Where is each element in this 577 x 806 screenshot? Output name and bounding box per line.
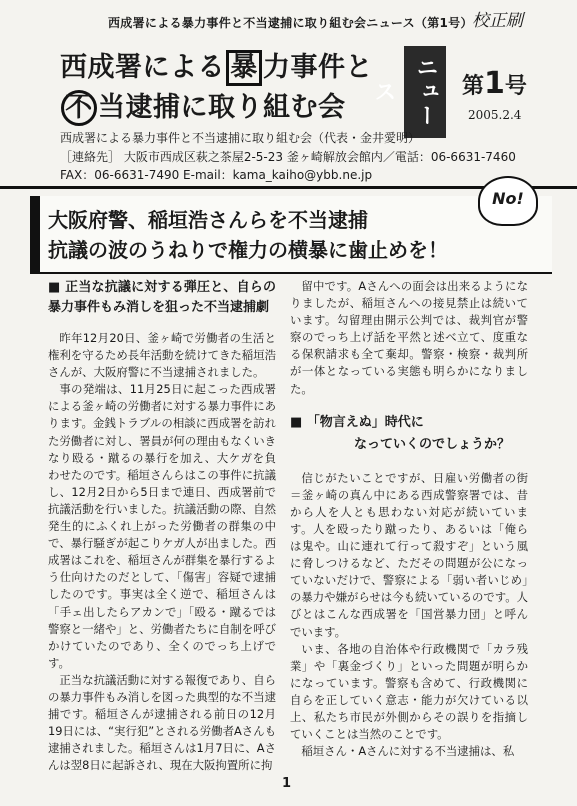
organization-line: 西成署による暴力事件と不当逮捕に取り組む会（代表・金井愛明） [60,131,421,145]
page-number: 1 [282,776,292,791]
headline-line-2: 抗議の波のうねりで権力の横暴に歯止めを！ [48,238,448,262]
left-column-heading: ■ 正当な抗議に対する弾圧と、自らの暴力事件もみ消しを狙った不当逮捕劇 [48,280,276,315]
right-paragraph: 留中です。Aさんへの面会は出来るようになりましたが、稲垣さんへの接見禁止は続いています。勾留理由開示公判では、裁判官が警察のでっち上げ話を平然と述べ立て、度重なる保釈請求も全て棄却。警察・検察・裁判所が一体となっている実態も明らかになりました。 [290,279,528,396]
no-badge-icon: No! [478,176,538,226]
headline-line-1: 大阪府警、稲垣浩さんらを不当逮捕 [48,208,368,232]
news-vertical-label: ニュース [404,46,446,138]
right-column-heading: ■ 「物言えぬ」時代に なっていくのでしょうか？ [290,414,511,452]
left-column [48,278,276,774]
handwritten-proof-note: 校正刷 [472,11,523,31]
newsletter-top-line: 西成署による暴力事件と不当逮捕に取り組む会ニュース（第1号） [108,16,473,30]
masthead-boxed-char: 暴 [226,50,262,86]
left-paragraph: 事の発端は、11月25日に起こった西成署による釜ヶ崎の労働者に対する暴力事件にあります。金銭トラブルの相談に西成署を訪れた労働者に対し、署員が何の理由もなくいきなり殴る・蹴るの暴行を加え、大ケガを負わせたのです。稲垣さんらはこの事件に抗議し、12月2日から5日まで連日、西成署前で抗議活動を行いました。抗議活動の際、自然発生的にふくれ上がった労働者の群集の中で、暴行騒ぎが起こりケガ人が出ました。西成署はこれを、稲垣さんが群集を暴行するよう仕向けたのだとして、「傷害」容疑で逮捕したのです。事実は全く逆で、稲垣さんは「手ェ出したらアカンで」「殴る・蹴るでは警察と一緒や」と、労働者たちに自制を呼びかけていたのであり、全くのでっち上げです。 [48,382,276,670]
issue-number: 第1号 [462,66,527,101]
right-paragraph: 信じがたいことですが、日雇い労働者の街＝釜ヶ崎の真ん中にある西成警察署では、昔から人を人とも思わない対応が続いています。人を殴ったり蹴ったり、あるいは「俺らは鬼や。山に連れて行って殺すぞ」という風に脅しつけるなど、ただその問題が公になっていないだけで、警察による「弱い者いじめ」の暴力や嫌がらせは今も続いているのです。人びとはこんな西成署を「国営暴力団」と呼んでいます。 [290,470,528,639]
right-paragraph: 稲垣さん・Aさんに対する不当逮捕は、私 [301,744,515,759]
masthead-title [60,48,373,128]
right-column [290,278,528,760]
masthead-circled-char: 不 [61,90,97,126]
contact-line-1: ［連絡先］ 大阪市西成区萩之茶屋2-5-23 釜ヶ崎解放会館内／電話：06-6631-7460 [60,150,516,164]
right-paragraph: いま、各地の自治体や行政機関で「カラ残業」や「裏金づくり」といった問題が明らかになっています。警察も含めて、行政機関に自らを正していく意志・能力が欠けている以上、私たち市民が外側からその誤りを指摘していくことは当然のことです。 [290,641,528,742]
contact-line-2: FAX：06-6631-7490 E-mail：kama_kaiho@ybb.ne.jp [60,168,373,182]
issue-date: 2005.2.4 [468,108,522,122]
masthead-line-2: 不 当逮捕に取り組む会 [60,88,373,128]
left-paragraph: 昨年12月20日、釜ヶ崎で労働者の生活と権利を守るため長年活動を続けてきた稲垣浩さんが、大阪府警に不当逮捕されました。 [48,331,276,380]
masthead-line-1: 西成署による 暴 力事件と [60,48,373,88]
left-paragraph: 正当な抗議活動に対する報復であり、自らの暴力事件もみ消しを図った典型的な不当逮捕です。稲垣さんが逮捕される前日の12月19日には、“実行犯”とされる労働者Aさんも逮捕されました。稲垣さんは1月7日に、Aさんは翌8日に起訴され、現在大阪拘置所に拘 [48,672,276,773]
